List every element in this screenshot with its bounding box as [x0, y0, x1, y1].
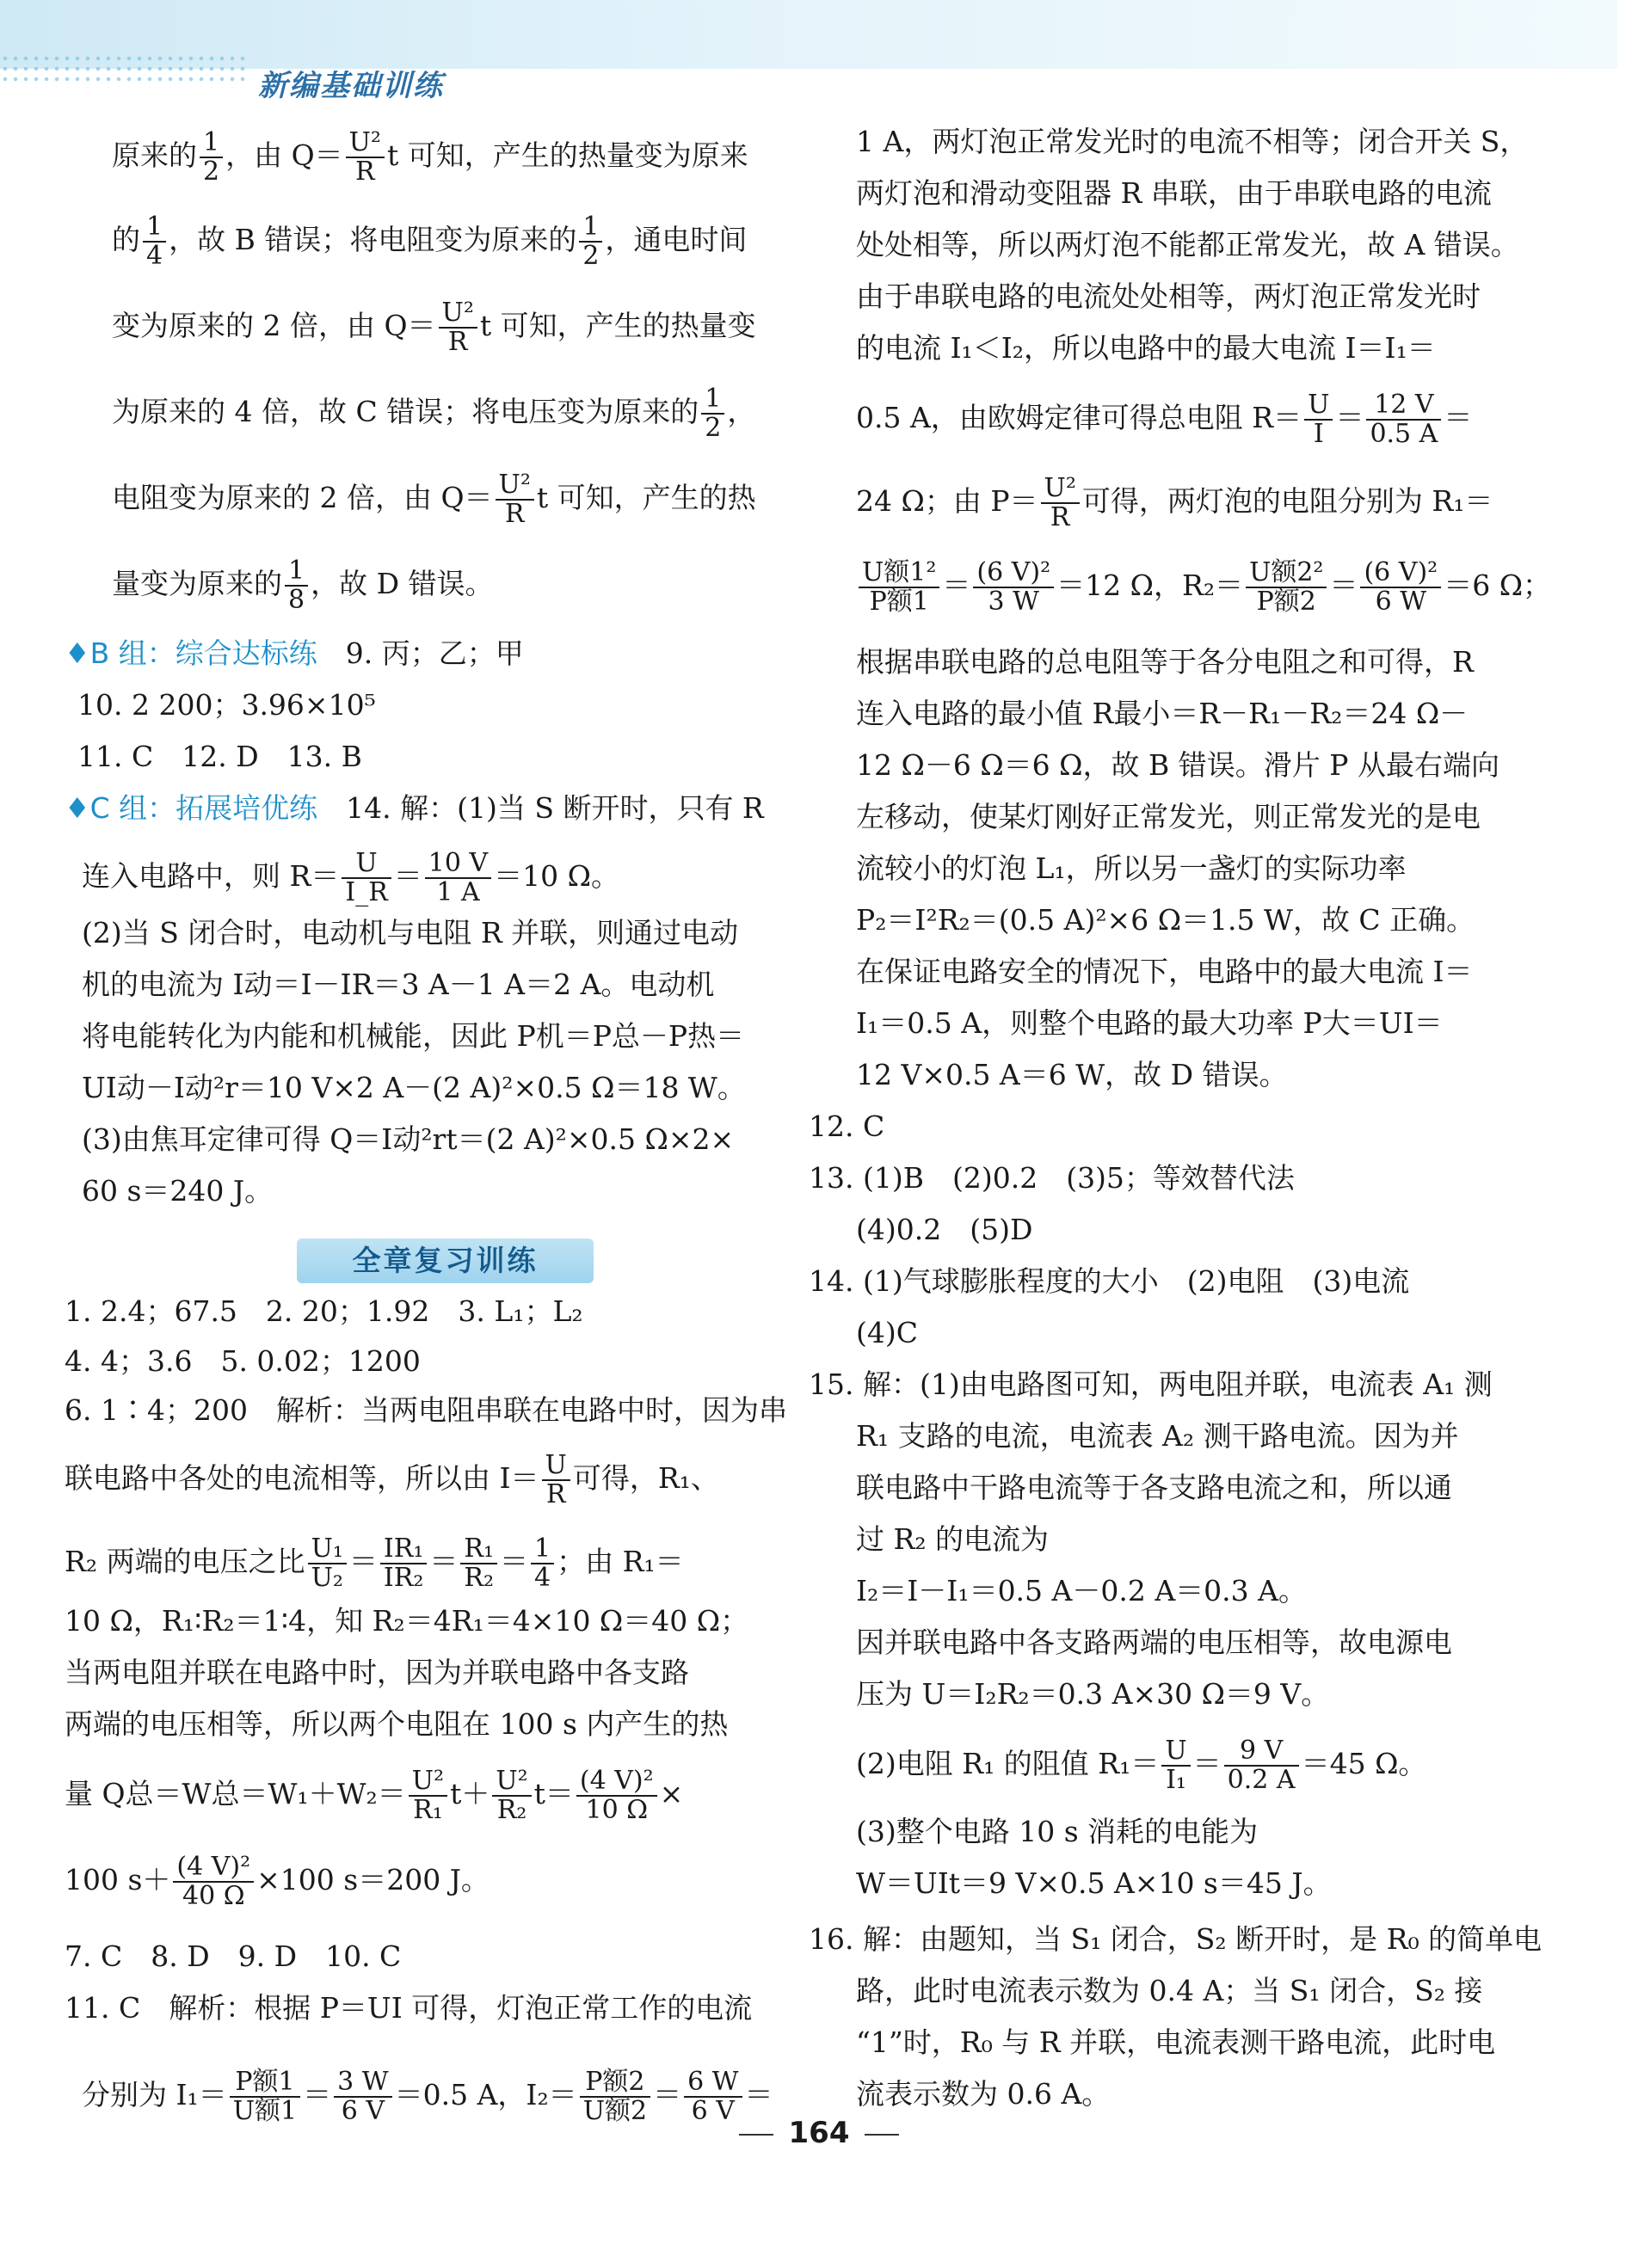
- text-line: I₂＝I－I₁＝0.5 A－0.2 A＝0.3 A。: [856, 1574, 1307, 1607]
- text-line: 24 Ω；由 P＝ $\frac{\text{U²}}{R}$ 可得，两灯泡的电阻分别为 R₁＝: [856, 473, 1493, 532]
- text-line: “1”时，R₀ 与 R 并联，电流表测干路电流，此时电: [856, 2025, 1496, 2059]
- text-line: I₁＝0.5 A，则整个电路的最大功率 P大＝UI＝: [856, 1006, 1443, 1040]
- diamond-icon: ♦: [65, 636, 90, 670]
- text-line: 根据串联电路的总电阻等于各分电阻之和可得，R: [856, 645, 1474, 679]
- text-line: (3)由焦耳定律可得 Q＝I动²rt＝(2 A)²×0.5 Ω×2×: [82, 1122, 735, 1156]
- answer-line: 11. C 解析：根据 P＝UI 可得，灯泡正常工作的电流: [65, 1991, 753, 2025]
- text-line: 量 Q总＝W总＝W₁＋W₂＝ $\frac{\text{U²}}{\text{R₁}}$ t＋ $\frac{\text{U²}}{\text{R₂}}$ t＝ $\frac{\text{(4 V)²}}{10 \Omega}$ ×: [65, 1766, 684, 1825]
- text-line: 连入电路中，则 R＝ $\frac{U}{I\_R}$ ＝ $\frac{10 V}{1 A}$ ＝10 Ω。: [82, 848, 620, 907]
- page-number: 164: [0, 2116, 1638, 2150]
- text-line: $\frac{\text{U额1²}}{\text{P额1}}$ ＝ $\frac{\text{(6 V)²}}{3 W}$ ＝12 Ω，R₂＝ $\frac{\text{U额2²}}{\text{P额2}}$ ＝ $\frac{\text{(6 V)²}}{6 W}$ ＝6 Ω；: [856, 559, 1551, 616]
- text-line: 0.5 A，由欧姆定律可得总电阻 R＝ $\frac{U}{I}$ ＝ $\frac{12 V}{0.5 A}$ ＝: [856, 390, 1473, 449]
- answer-line: 14. (1)气球膨胀程度的大小 (2)电阻 (3)电流: [809, 1264, 1410, 1298]
- text-line: 将电能转化为内能和机械能，因此 P机＝P总－P热＝: [82, 1019, 745, 1053]
- text-line: 的电流 I₁＜I₂，所以电路中的最大电流 I＝I₁＝: [856, 331, 1436, 365]
- header-title: 新编基础训练: [258, 69, 444, 103]
- answer-line: 4. 4；3.6 5. 0.02；1200: [65, 1344, 421, 1378]
- text-line: 流表示数为 0.6 A。: [856, 2077, 1111, 2111]
- text-line: 电阻变为原来的 2 倍，由 Q＝ $\frac{\text{U²}}{R}$ t 可知，产生的热: [112, 470, 756, 529]
- answer-line: 1. 2.4；67.5 2. 20；1.92 3. L₁；L₂: [65, 1294, 583, 1328]
- text-line: (3)整个电路 10 s 消耗的电能为: [856, 1815, 1259, 1848]
- text-line: 原来的 $\frac{1}{2}$ ，由 Q＝ $\frac{\text{U²}}{R}$ t 可知，产生的热量变为原来: [112, 127, 748, 187]
- text-line: 处处相等，所以两灯泡不能都正常发光，故 A 错误。: [856, 228, 1519, 261]
- text-line: 过 R₂ 的电流为: [856, 1522, 1050, 1556]
- text-line: P₂＝I²R₂＝(0.5 A)²×6 Ω＝1.5 W，故 C 正确。: [856, 903, 1475, 937]
- header-dot-pattern: [0, 53, 249, 88]
- answer-line: 6. 1∶4；200 解析：当两电阻串联在电路中时，因为串: [65, 1393, 787, 1427]
- text-line: 流较小的灯泡 L₁，所以另一盏灯的实际功率: [856, 851, 1407, 885]
- text-line: R₁ 支路的电流，电流表 A₂ 测干路电流。因为并: [856, 1419, 1459, 1453]
- text-line: 为原来的 4 倍，故 C 错误；将电压变为原来的 $\frac{1}{2}$ ，: [112, 384, 756, 443]
- text-line: 当两电阻并联在电路中时，因为并联电路中各支路: [65, 1656, 689, 1689]
- text-line: 两端的电压相等，所以两个电阻在 100 s 内产生的热: [65, 1707, 729, 1741]
- text-line: 压为 U＝I₂R₂＝0.3 A×30 Ω＝9 V。: [856, 1677, 1330, 1711]
- text-line: 量变为原来的 $\frac{1}{8}$ ，故 D 错误。: [112, 556, 494, 615]
- text-line: UI动－I动²r＝10 V×2 A－(2 A)²×0.5 Ω＝18 W。: [82, 1071, 746, 1104]
- text-line: 在保证电路安全的情况下，电路中的最大电流 I＝: [856, 955, 1473, 988]
- answer-line: 15. 解：(1)由电路图可知，两电阻并联，电流表 A₁ 测: [809, 1368, 1493, 1401]
- page-number-dash-left: [739, 2134, 773, 2136]
- text-line: 左移动，使某灯刚好正常发光，则正常发光的是电: [856, 800, 1481, 833]
- answer-line: 12. C: [809, 1109, 885, 1143]
- text-line: (2)电阻 R₁ 的阻值 R₁＝ $\frac{U}{\text{I₁}}$ ＝ $\frac{9 V}{0.2 A}$ ＝45 Ω。: [856, 1736, 1427, 1795]
- section-c: ♦C 组：拓展培优练 14. 解：(1)当 S 断开时，只有 R: [65, 791, 764, 825]
- text-line: 两灯泡和滑动变阻器 R 串联，由于串联电路的电流: [856, 176, 1492, 210]
- text-line: 联电路中各处的电流相等，所以由 I＝ $\frac{U}{R}$ 可得，R₁、: [65, 1450, 719, 1509]
- text-line: 60 s＝240 J。: [82, 1174, 274, 1208]
- text-line: R₂ 两端的电压之比 $\frac{\text{U₁}}{\text{U₂}}$ ＝ $\frac{\text{IR₁}}{\text{IR₂}}$ ＝ $\frac{\text{R₁}}{\text{R₂}}$ ＝ $\frac{1}{4}$ ；由 R₁＝: [65, 1534, 684, 1593]
- answer-line: 7. C 8. D 9. D 10. C: [65, 1939, 402, 1973]
- diamond-icon: ♦: [65, 791, 90, 825]
- answer-line: (4)0.2 (5)D: [856, 1213, 1033, 1246]
- text-line: 变为原来的 2 倍，由 Q＝ $\frac{\text{U²}}{R}$ t 可知，产生的热量变: [112, 298, 756, 357]
- chapter-banner: 全章复习训练: [297, 1238, 594, 1283]
- text-line: 由于串联电路的电流处处相等，两灯泡正常发光时: [856, 280, 1481, 313]
- page-number-dash-right: [865, 2134, 899, 2136]
- text-line: 12 Ω－6 Ω＝6 Ω，故 B 错误。滑片 P 从最右端向: [856, 748, 1499, 782]
- text-line: 100 s＋ $\frac{\text{(4 V)²}}{40 \Omega}$ ×100 s＝200 J。: [65, 1852, 490, 1911]
- text-line: 1 A，两灯泡正常发光时的电流不相等；闭合开关 S，: [856, 125, 1529, 158]
- answer-line: 16. 解：由题知，当 S₁ 闭合，S₂ 断开时，是 R₀ 的简单电: [809, 1922, 1543, 1956]
- section-b: ♦B 组：综合达标练 9. 丙；乙；甲: [65, 636, 524, 670]
- answer-line: 10. 2 200；3.96×10⁵: [77, 688, 376, 722]
- text-line: 的 $\frac{1}{4}$ ，故 B 错误；将电阻变为原来的 $\frac{1}{2}$ ，通电时间: [112, 212, 748, 271]
- answer-line: (4)C: [856, 1316, 918, 1349]
- text-line: 12 V×0.5 A＝6 W，故 D 错误。: [856, 1058, 1288, 1091]
- text-line: (2)当 S 闭合时，电动机与电阻 R 并联，则通过电动: [82, 916, 739, 950]
- text-line: 10 Ω，R₁∶R₂＝1∶4，知 R₂＝4R₁＝4×10 Ω＝40 Ω；: [65, 1604, 749, 1638]
- text-line: W＝UIt＝9 V×0.5 A×10 s＝45 J。: [856, 1866, 1332, 1900]
- text-line: 因并联电路中各支路两端的电压相等，故电源电: [856, 1626, 1452, 1659]
- answer-line: 11. C 12. D 13. B: [77, 740, 362, 773]
- text-line: 连入电路的最小值 R最小＝R－R₁－R₂＝24 Ω－: [856, 697, 1469, 730]
- text-line: 路，此时电流表示数为 0.4 A；当 S₁ 闭合，S₂ 接: [856, 1974, 1483, 2007]
- text-line: 机的电流为 I动＝I－IR＝3 A－1 A＝2 A。电动机: [82, 968, 715, 1001]
- answer-line: 13. (1)B (2)0.2 (3)5；等效替代法: [809, 1161, 1295, 1195]
- text-line: 分别为 I₁＝ $\frac{\text{P额1}}{\text{U额1}}$ ＝ $\frac{3 W}{6 V}$ ＝0.5 A，I₂＝ $\frac{\text{P额2}}{\text{U额2}}$ ＝ $\frac{6 W}{6 V}$ ＝: [82, 2067, 773, 2126]
- text-line: 联电路中干路电流等于各支路电流之和，所以通: [856, 1471, 1452, 1504]
